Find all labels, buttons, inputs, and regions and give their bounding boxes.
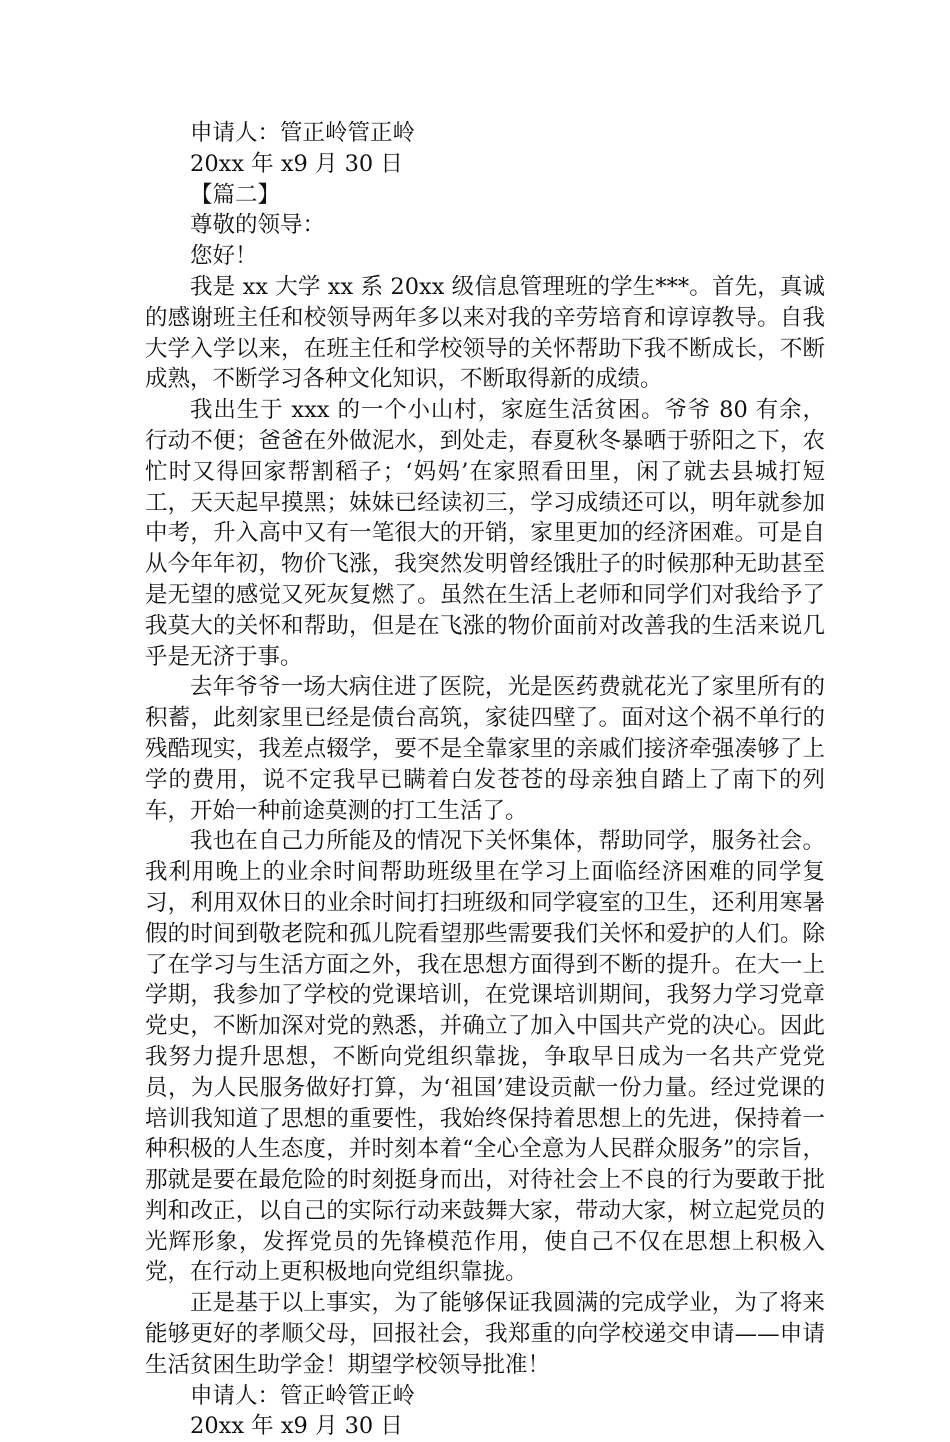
- paragraph-request: 正是基于以上事实，为了能够保证我圆满的完成学业，为了将来能够更好的孝顺父母，回报社会，我郑重的向学校递交申请——申请生活贫困生助学金！期望学校领导批准！: [145, 1290, 825, 1378]
- paragraph-illness: 去年爷爷一场大病住进了医院，光是医药费就花光了家里所有的积蓄，此刻家里已经是债台高筑，家徒四壁了。面对这个祸不单行的残酷现实，我差点辍学，要不是全靠家里的亲戚们接济牵强凑够了上学的费用，说不定我早已瞒着白发苍苍的母亲独自踏上了南下的列车，开始一种前途莫测的打工生活了。: [145, 674, 825, 824]
- document-page: [145, 118, 825, 1442]
- date-line-bottom: 20xx 年 x9 月 30 日: [190, 1413, 403, 1440]
- paragraph-family: 我出生于 xxx 的一个小山村，家庭生活贫困。爷爷 80 有余，行动不便；爸爸在外做泥水，到处走，春夏秋冬暴晒于骄阳之下，农忙时又得回家帮割稻子；‘妈妈’在家照看田里，闲了就去县城打短工，天天起早摸黑；妹妹已经读初三，学习成绩还可以，明年就参加中考，升入高中又有一笔很大的开销，家里更加的经济困难。可是自从今年年初，物价飞涨，我突然发明曾经饿肚子的时候那种无助甚至是无望的感觉又死灰复燃了。虽然在生活上老师和同学们对我给予了我莫大的关怀和帮助，但是在飞涨的物价面前对改善我的生活来说几乎是无济于事。: [145, 397, 825, 670]
- section-heading: 【篇二】: [190, 181, 281, 208]
- applicant-line-top: 申请人：管正岭管正岭: [190, 120, 416, 146]
- paragraph-intro: 我是 xx 大学 xx 系 20xx 级信息管理班的学生***。首先，真诚的感谢班主任和校领导两年多以来对我的辛劳培育和谆谆教导。自我大学入学以来，在班主任和学校领导的关怀帮助下我不断成长，不断成熟，不断学习各种文化知识，不断取得新的成绩。: [145, 273, 825, 393]
- date-line-top: 20xx 年 x9 月 30 日: [190, 150, 403, 177]
- greeting: 您好！: [190, 243, 258, 270]
- applicant-line-bottom: 申请人：管正岭管正岭: [190, 1382, 416, 1409]
- paragraph-service: 我也在自己力所能及的情况下关怀集体，帮助同学，服务社会。我利用晚上的业余时间帮助班级里在学习上面临经济困难的同学复习，利用双休日的业余时间打扫班级和同学寝室的卫生，还利用寒暑假的时间到敬老院和孤儿院看望那些需要我们关怀和爱护的人们。除了在学习与生活方面之外，我在思想方面得到不断的提升。在大一上学期，我参加了学校的党课培训，在党课培训期间，我努力学习党章党史，不断加深对党的熟悉，并确立了加入中国共产党的决心。因此我努力提升思想，不断向党组织靠拢，争取早日成为一名共产党党员，为人民服务做好打算，为‘祖国’建设贡献一份力量。经过党课的培训我知道了思想的重要性，我始终保持着思想上的先进，保持着一种积极的人生态度，并时刻本着“全心全意为人民群众服务”的宗旨，那就是要在最危险的时刻挺身而出，对待社会上不良的行为要敢于批判和改正，以自己的实际行动来鼓舞大家，带动大家，树立起党员的光辉形象，发挥党员的先锋模范作用，使自己不仅在思想上积极入党，在行动上更积极地向党组织靠拢。: [145, 828, 825, 1286]
- salutation: 尊敬的领导：: [190, 212, 326, 239]
